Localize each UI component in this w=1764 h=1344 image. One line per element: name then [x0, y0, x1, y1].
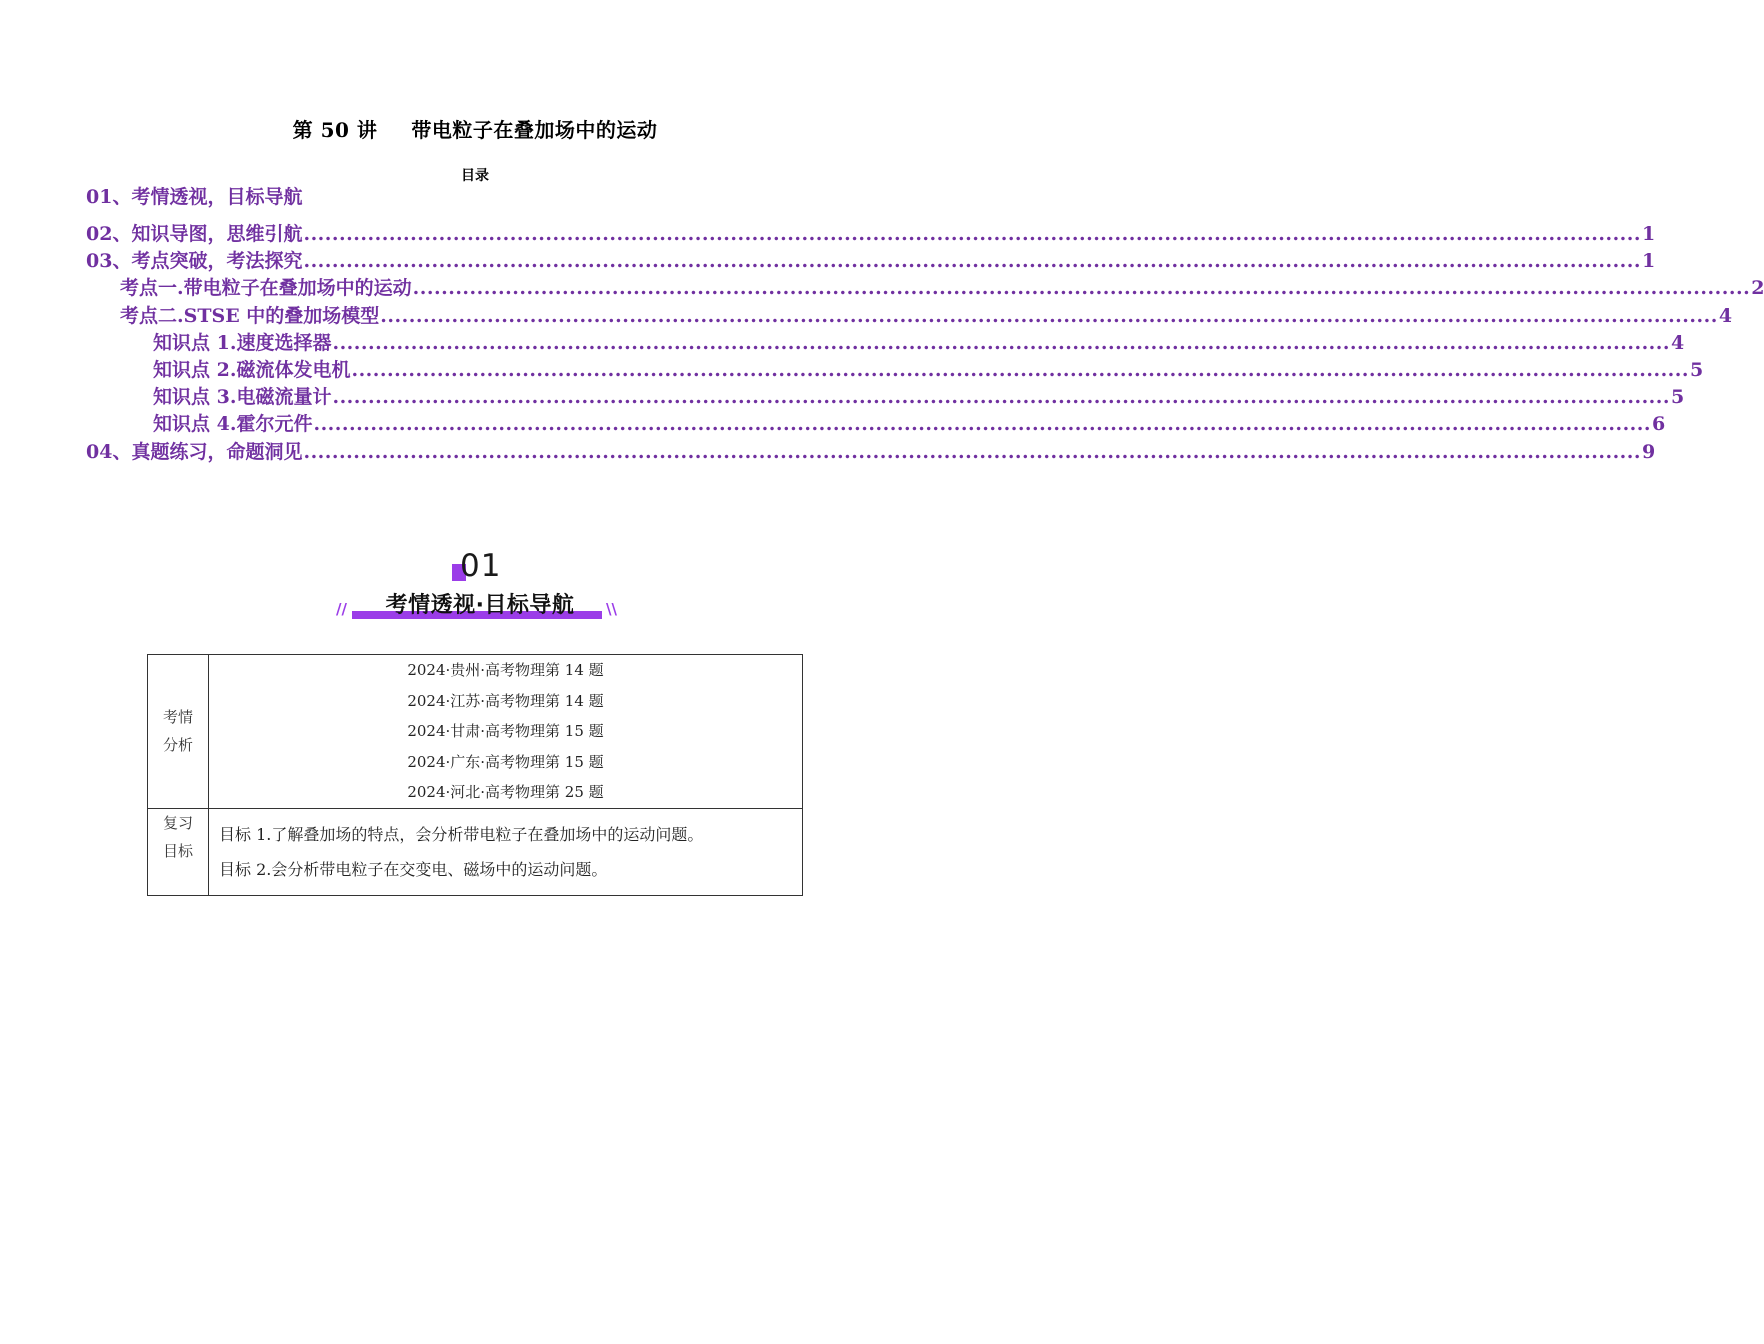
- list-item: 2024·贵州·高考物理第 14 题: [407, 661, 604, 679]
- toc-page: 4: [1718, 304, 1733, 327]
- toc-label: 02、知识导图，思维引航: [86, 223, 303, 245]
- exam-items-cell: [209, 655, 803, 809]
- toc-page: 1: [1642, 250, 1656, 273]
- lecture-number: 第 50 讲: [292, 118, 378, 142]
- toc-label: 知识点 1.速度选择器: [153, 331, 332, 354]
- table-of-contents: [86, 184, 1764, 466]
- toc-item-2[interactable]: [86, 221, 1656, 248]
- banner-left-slash-icon: //: [336, 600, 347, 618]
- section-banner: [330, 548, 620, 623]
- analysis-label: 考情 分析: [148, 655, 209, 809]
- page-title: [0, 114, 950, 143]
- banner-heading: 考情透视·目标导航: [385, 593, 575, 618]
- list-item: 2024·广东·高考物理第 15 题: [407, 752, 604, 771]
- toc-leader: ............................................................................................................................................................................................: [303, 440, 1642, 463]
- toc-leader: ............................................................................................................................................................................................: [351, 358, 1690, 381]
- toc-label: 知识点 4.霍尔元件: [153, 413, 313, 436]
- toc-item-kaodian-1[interactable]: [86, 275, 1764, 302]
- toc-page: 5: [1671, 386, 1685, 409]
- toc-item-point-4[interactable]: [86, 411, 1666, 438]
- list-item: 目标 2.会分析带电粒子在交变电、磁场中的运动问题。: [219, 859, 608, 879]
- toc-label: 考点二.STSE 中的叠加场模型: [120, 304, 380, 327]
- toc-label: 知识点 3.电磁流量计: [153, 386, 332, 409]
- toc-page: 1: [1642, 223, 1656, 245]
- toc-label: 考点一.带电粒子在叠加场中的运动: [120, 277, 412, 300]
- list-item: 2024·河北·高考物理第 25 题: [407, 783, 604, 802]
- toc-heading: 目录: [461, 168, 489, 184]
- toc-leader: ............................................................................................................................................................................................: [380, 304, 1718, 327]
- toc-label: 知识点 2.磁流体发电机: [153, 358, 351, 381]
- goals-label: 复习 目标: [148, 808, 209, 895]
- toc-item-1[interactable]: 01、考情透视，目标导航: [86, 186, 303, 208]
- toc-label: 03、考点突破，考法探究: [86, 250, 303, 273]
- toc-page: 9: [1642, 440, 1656, 463]
- toc-page: 6: [1652, 413, 1666, 436]
- toc-page: 5: [1690, 358, 1704, 381]
- toc-item-3[interactable]: [86, 248, 1656, 275]
- toc-item-point-1[interactable]: [86, 330, 1685, 357]
- list-item: 2024·江苏·高考物理第 14 题: [407, 691, 604, 710]
- toc-page: 2: [1751, 277, 1764, 300]
- toc-leader: ............................................................................................................................................................................................: [313, 413, 1652, 436]
- banner-number: 01: [460, 548, 502, 584]
- toc-leader: ............................................................................................................................................................................................: [412, 277, 1751, 300]
- banner-right-slash-icon: \\: [606, 600, 617, 618]
- toc-item-point-2[interactable]: [86, 357, 1704, 384]
- toc-item-4[interactable]: [86, 439, 1656, 466]
- toc-item-point-3[interactable]: [86, 384, 1685, 411]
- toc-item-kaodian-2[interactable]: [86, 303, 1733, 330]
- toc-label: 04、真题练习，命题洞见: [86, 440, 303, 463]
- table-row: [148, 655, 803, 809]
- exam-analysis-table: [147, 654, 803, 896]
- list-item: 2024·甘肃·高考物理第 15 题: [407, 722, 604, 741]
- toc-leader: ............................................................................................................................................................................................: [303, 250, 1642, 273]
- list-item: 目标 1.了解叠加场的特点，会分析带电粒子在叠加场中的运动问题。: [219, 824, 704, 844]
- toc-leader: ............................................................................................................................................................................................: [332, 386, 1671, 409]
- table-row: [148, 808, 803, 895]
- goals-cell: [209, 808, 803, 895]
- toc-page: 4: [1671, 331, 1685, 354]
- lecture-title: 带电粒子在叠加场中的运动: [411, 118, 658, 142]
- toc-leader: ............................................................................................................................................................................................: [303, 223, 1642, 245]
- toc-leader: ............................................................................................................................................................................................: [332, 331, 1671, 354]
